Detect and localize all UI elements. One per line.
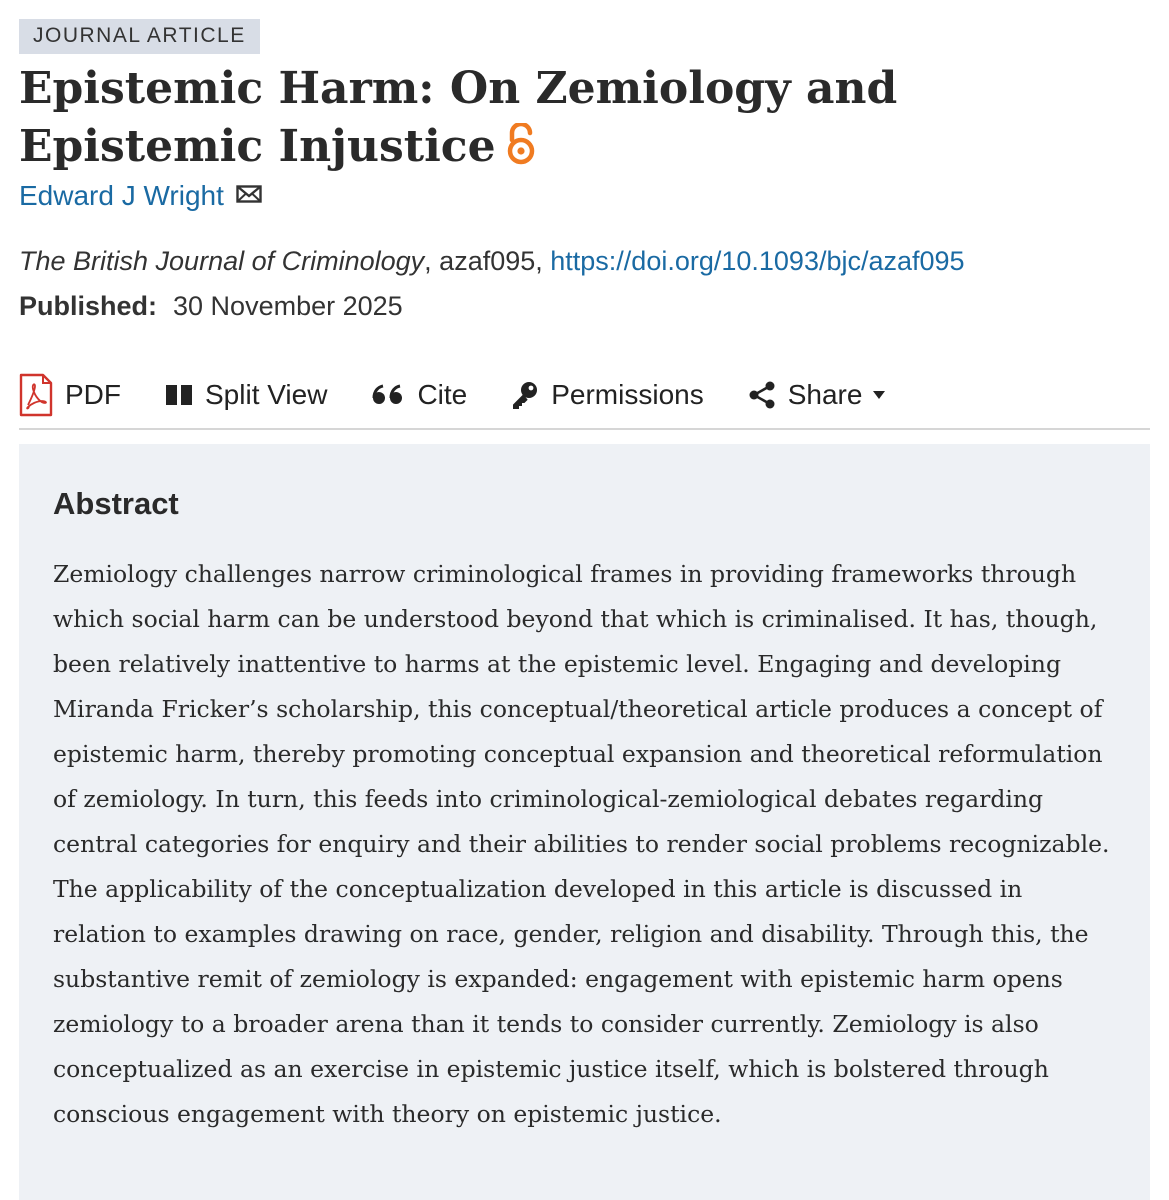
abstract-text: Zemiology challenges narrow criminological frames in providing frameworks through which social harm can be understood beyond that which is criminalised. It has, though, been relatively inattentive to harms at the epistemic level. Engaging and developing Miranda Fricker’s scholarship, this conceptual/theoretical article produces a concept of epistemic harm, thereby promoting conceptual expansion and theoretical reformulation of zemiology. In turn, this feeds into criminological-zemiological debates regarding central categories for enquiry and their abilities to render social problems recognizable. The applicability of the conceptualization developed in this article is discussed in relation to examples drawing on race, gender, religion and disability. Through this, the substantive remit of zemiology is expanded: engagement with epistemic harm opens zemiology to a broader arena than it tends to consider currently. Zemiology is also conceptualized as an exercise in epistemic justice itself, which is bolstered through conscious engagement with theory on epistemic justice. [53,560,1110,1128]
open-access-lock-icon [506,122,536,180]
author-link[interactable]: Edward J Wright [19,180,224,211]
pdf-label: PDF [65,379,121,410]
pdf-button[interactable] [19,373,121,417]
published-row [19,291,403,322]
share-label: Share [787,379,863,410]
article-title-text: Epistemic Harm: On Zemiology and Epistemic Injustice [19,63,898,172]
journal-name: The British Journal of Criminology [19,246,425,276]
split-view-icon [165,383,193,407]
caret-down-icon [872,390,886,400]
article-id: , azaf095, [424,246,551,276]
envelope-icon[interactable] [236,185,262,208]
permissions-label: Permissions [551,379,704,410]
cite-label: Cite [417,379,468,410]
cite-button[interactable] [371,379,467,411]
article-title [19,60,1119,180]
abstract-heading: Abstract [53,486,179,521]
published-label: Published: [19,291,158,321]
quote-icon [371,383,405,407]
pdf-file-icon [19,373,53,417]
article-type-badge: JOURNAL ARTICLE [19,19,260,54]
published-date: 30 November 2025 [173,291,403,321]
citation-line [19,246,965,277]
key-icon [511,380,539,410]
split-view-label: Split View [205,379,328,410]
doi-link[interactable]: https://doi.org/10.1093/bjc/azaf095 [550,246,965,276]
abstract-section [19,444,1150,1200]
author-row [19,180,262,212]
permissions-button[interactable] [511,379,703,411]
article-toolbar [19,362,1150,430]
share-button[interactable] [748,379,887,411]
split-view-button[interactable] [165,379,327,411]
share-icon [748,381,776,409]
